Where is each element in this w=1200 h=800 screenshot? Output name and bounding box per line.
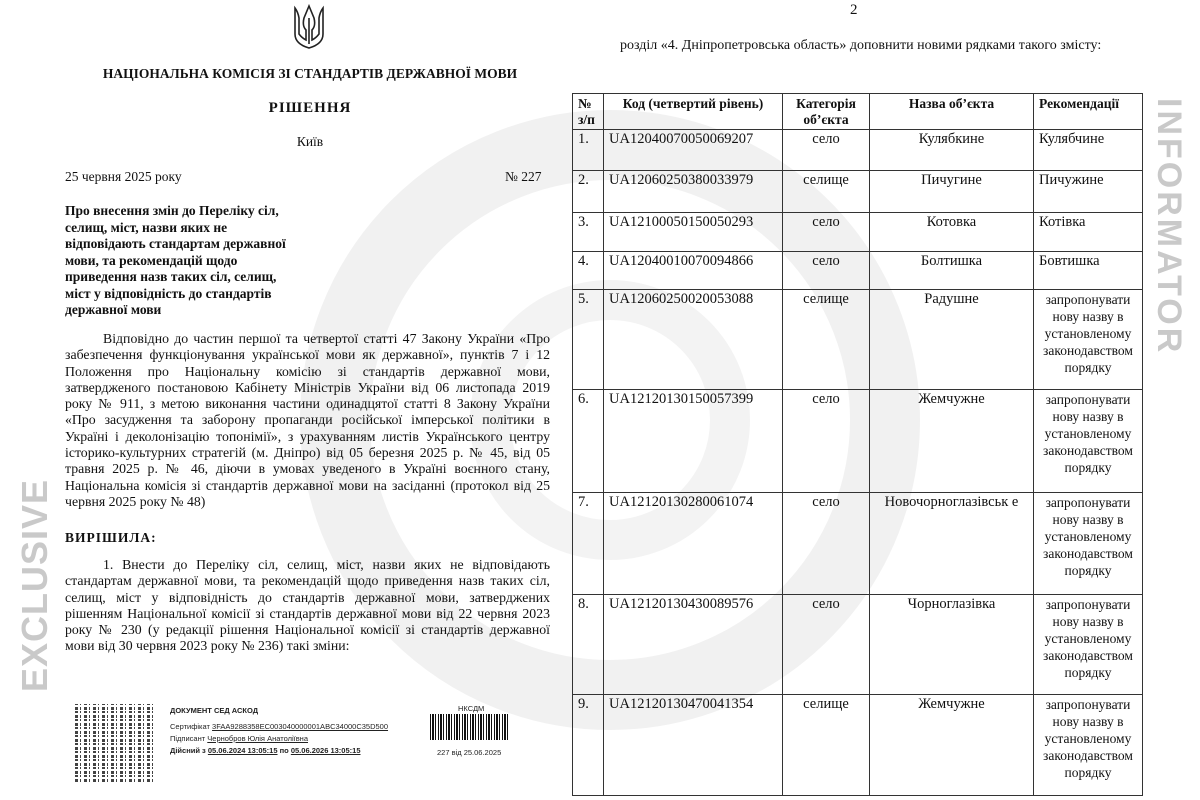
row-recommendation: Бовтишка (1034, 252, 1143, 290)
table-row (573, 595, 1143, 695)
document-subject: Про внесення змін до Переліку сіл, селищ, міст, назви яких не відповідають стандартам державної мови, та рекомендацій щодо приведення назв таких сіл, селищ, міст у відповідність до стандартів державної мови (65, 203, 286, 317)
preamble-paragraph: Відповідно до частин першої та четвертої статті 47 Закону України «Про забезпечення функціонування української мови як державної», пунктів 7 і 12 Положення про Національну комісію зі стандартів державної мови, затвердженого постановою Кабінету Міністрів України від 06 листопада 2019 року № 911, з метою виконання частини одинадцятої статті 8 Закону України «Про засудження та заборону пропаганди російської імперської політики в Україні і деколонізацію топонімії», з урахуванням листів Українського центру історико-культурних стратегій (м. Дніпро) від 05 березня 2025 р. № 45, від 05 травня 2025 р. № 46, діючи в умовах уведеного в Україні воєнного стану, Національна комісія зі стандартів державної мови на засіданні (протокол від 25 червня 2025 року № 48) (65, 331, 550, 509)
city: Київ (296, 134, 324, 149)
renaming-table (572, 93, 1143, 796)
row-name: Пичугине (870, 171, 1034, 213)
row-category: селище (783, 171, 870, 213)
row-number: 9. (573, 695, 604, 796)
stamp-title: ДОКУМЕНТ СЕД АСКОД (170, 706, 259, 715)
row-recommendation: запропонувати нову назву в установленому законодавством порядку (1034, 493, 1143, 595)
row-category: селище (783, 290, 870, 390)
row-number: 6. (573, 390, 604, 493)
row-code: UA12120130430089576 (604, 595, 783, 695)
document-type: РІШЕННЯ (268, 100, 352, 116)
resolved-heading: ВИРІШИЛА: (65, 530, 157, 545)
stamp-registration: 227 від 25.06.2025 (437, 748, 502, 757)
row-code: UA12100050150050293 (604, 213, 783, 252)
table-header-row (573, 94, 1143, 130)
row-category: село (783, 493, 870, 595)
stamp-validity: Дійсний з 05.06.2024 13:05:15 по 05.06.2026 13:05:15 (170, 746, 361, 755)
e-signature-stamp (75, 704, 515, 789)
row-category: село (783, 595, 870, 695)
row-name: Новочорноглазівськ е (870, 493, 1034, 595)
row-recommendation: запропонувати нову назву в установленому законодавством порядку (1034, 695, 1143, 796)
organization-name: НАЦІОНАЛЬНА КОМІСІЯ ЗІ СТАНДАРТІВ ДЕРЖАВНОЇ МОВИ (102, 66, 518, 81)
row-code: UA12040070050069207 (604, 130, 783, 171)
row-name: Чорноглазівка (870, 595, 1034, 695)
document-number: № 227 (505, 169, 542, 184)
header-category: Категорія об’єкта (783, 94, 870, 130)
row-name: Болтишка (870, 252, 1034, 290)
stamp-org: НКСДМ (458, 704, 485, 713)
row-number: 3. (573, 213, 604, 252)
row-code: UA12040010070094866 (604, 252, 783, 290)
row-number: 5. (573, 290, 604, 390)
row-recommendation: запропонувати нову назву в установленому законодавством порядку (1034, 595, 1143, 695)
table-row (573, 171, 1143, 213)
table-row (573, 390, 1143, 493)
row-code: UA12120130280061074 (604, 493, 783, 595)
row-recommendation: запропонувати нову назву в установленому законодавством порядку (1034, 390, 1143, 493)
table-intro: розділ «4. Дніпропетровська область» доповнити новими рядками такого змісту: (620, 38, 1102, 53)
table-row (573, 695, 1143, 796)
trident-icon (292, 4, 326, 50)
row-code: UA12060250020053088 (604, 290, 783, 390)
row-category: село (783, 130, 870, 171)
row-category: село (783, 213, 870, 252)
header-code: Код (четвертий рівень) (604, 94, 783, 130)
barcode (430, 714, 510, 740)
header-recommendation: Рекомендації (1034, 94, 1143, 130)
row-name: Кулябкине (870, 130, 1034, 171)
qr-code (75, 704, 153, 782)
row-number: 7. (573, 493, 604, 595)
row-name: Жемчужне (870, 695, 1034, 796)
exclusive-watermark: EXCLUSIVE (14, 478, 55, 692)
row-category: селище (783, 695, 870, 796)
table-row (573, 213, 1143, 252)
row-name: Радушне (870, 290, 1034, 390)
table-row (573, 493, 1143, 595)
table-row (573, 252, 1143, 290)
row-recommendation: Котівка (1034, 213, 1143, 252)
row-code: UA12120130150057399 (604, 390, 783, 493)
row-category: село (783, 252, 870, 290)
row-category: село (783, 390, 870, 493)
page-number: 2 (850, 2, 858, 18)
row-number: 1. (573, 130, 604, 171)
stamp-certificate: Сертифікат 3FAA9288358EC003040000001ABC34000C35D500 (170, 722, 389, 731)
row-number: 4. (573, 252, 604, 290)
row-name: Жемчужне (870, 390, 1034, 493)
table-row (573, 290, 1143, 390)
row-recommendation: Пичужине (1034, 171, 1143, 213)
table-row (573, 130, 1143, 171)
row-code: UA12060250380033979 (604, 171, 783, 213)
row-number: 8. (573, 595, 604, 695)
informator-watermark: INFORMATOR (1150, 98, 1188, 356)
document-date: 25 червня 2025 року (65, 169, 182, 184)
row-code: UA12120130470041354 (604, 695, 783, 796)
row-recommendation: запропонувати нову назву в установленому законодавством порядку (1034, 290, 1143, 390)
header-name: Назва об’єкта (870, 94, 1034, 130)
item-1-paragraph: 1. Внести до Переліку сіл, селищ, міст, назви яких не відповідають стандартам державної мови, та рекомендацій щодо приведення назв таких сіл, селищ, міст у відповідність до стандартів державної мови, затверджених рішенням Національної комісії зі стандартів державної мови від 22 червня 2023 року № 230 (у редакції рішення Національної комісії зі стандартів державної мови від 30 червня 2023 року № 236) такі зміни: (65, 557, 550, 654)
header-number: № з/п (573, 94, 604, 130)
stamp-signer: Підписант Чернобров Юлія Анатоліївна (170, 734, 309, 743)
row-recommendation: Кулябчине (1034, 130, 1143, 171)
row-number: 2. (573, 171, 604, 213)
row-name: Котовка (870, 213, 1034, 252)
